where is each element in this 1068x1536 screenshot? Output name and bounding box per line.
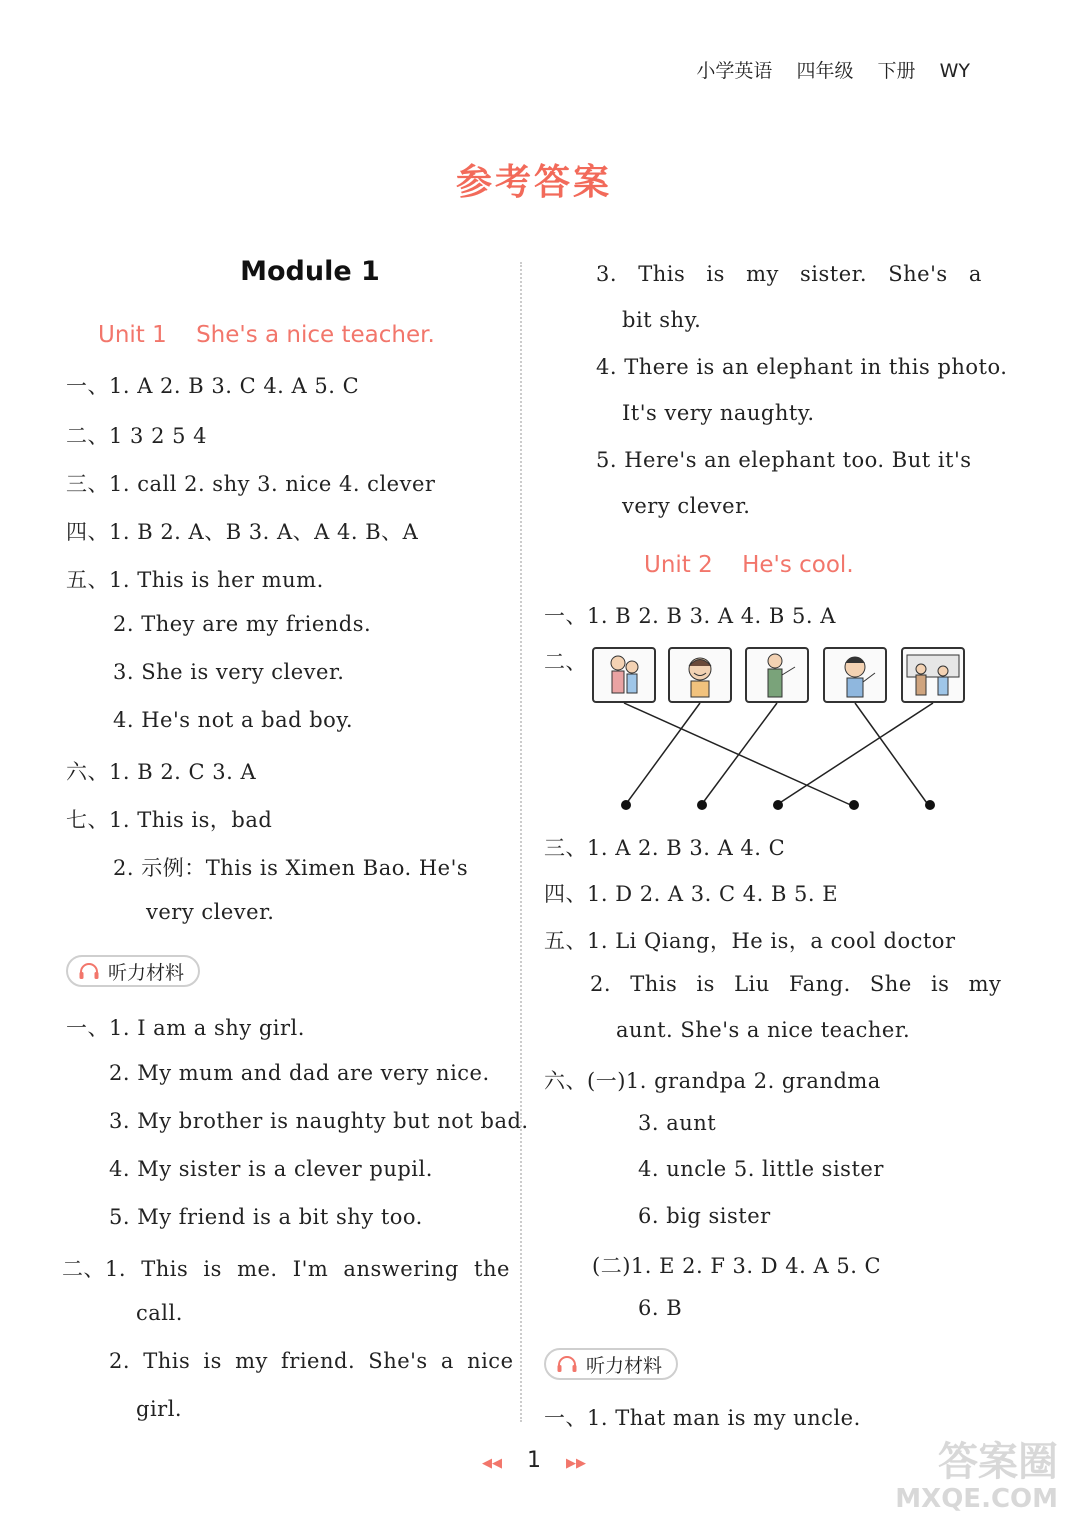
page-title: 参考答案 (455, 162, 612, 203)
answer-line: 2. This is Liu Fang. She is my (590, 972, 1002, 996)
unit1-label: Unit 1 (98, 322, 167, 348)
answer-line: very clever. (146, 900, 275, 924)
answer-line: 二、1 3 2 5 4 (66, 424, 208, 448)
answer-line: 一、1. B 2. B 3. A 4. B 5. A (544, 604, 836, 628)
match-dot (621, 800, 631, 810)
unit2-title: He's cool. (742, 552, 854, 578)
match-dot (925, 800, 935, 810)
answer-line: 五、1. Li Qiang，He is，a cool doctor (544, 929, 956, 953)
header-grade: 四年级 (796, 60, 854, 82)
listening-line: 一、1. That man is my uncle. (544, 1406, 861, 1430)
answer-line: 五、1. This is her mum. (66, 568, 324, 592)
header-subject: 小学英语 (696, 60, 773, 82)
listening-line: 3. This is my sister. She's a (596, 262, 982, 286)
header-volume: 下册 (877, 60, 916, 82)
answer-line: 2. 示例：This is Ximen Bao. He's (113, 856, 469, 880)
listening-line: call. (136, 1301, 183, 1325)
listening-line: 二、1. This is me. I'm answering the (62, 1257, 510, 1281)
page-number: 1 (527, 1448, 541, 1473)
answer-line: 六、(一)1. grandpa 2. grandma (544, 1069, 881, 1093)
next-arrows-icon: ▶▶ (566, 1456, 586, 1471)
listening-line: girl. (136, 1397, 183, 1421)
listening-line: 3. My brother is naughty but not bad. (109, 1109, 529, 1133)
listening-label: 听力材料 (586, 1354, 663, 1377)
answer-line: 4. uncle 5. little sister (638, 1157, 884, 1181)
answer-line: 一、1. A 2. B 3. C 4. A 5. C (66, 374, 360, 398)
listening-line: very clever. (622, 494, 751, 518)
answer-line: 三、1. call 2. shy 3. nice 4. clever (66, 472, 436, 496)
listening-material-badge (544, 1348, 678, 1380)
match-dot (697, 800, 707, 810)
watermark (895, 1440, 1058, 1514)
answer-line: 三、1. A 2. B 3. A 4. C (544, 836, 786, 860)
listening-line: 一、1. I am a shy girl. (66, 1016, 305, 1040)
module-heading: Module 1 (240, 256, 380, 287)
prev-arrows-icon: ◀◀ (482, 1456, 502, 1471)
listening-line: 2. This is my friend. She's a nice (109, 1349, 514, 1373)
answer-line: 3. She is very clever. (113, 660, 345, 684)
answer-line: 六、1. B 2. C 3. A (66, 760, 257, 784)
answer-line: 四、1. B 2. A、B 3. A、A 4. B、A (66, 520, 419, 544)
answer-line: (二)1. E 2. F 3. D 4. A 5. C (592, 1254, 882, 1278)
answer-line: 3. aunt (638, 1111, 717, 1135)
listening-line: 2. My mum and dad are very nice. (109, 1061, 490, 1085)
listening-line: It's very naughty. (622, 401, 815, 425)
answer-line: 四、1. D 2. A 3. C 4. B 5. E (544, 882, 839, 906)
header-edition: WY (939, 60, 970, 82)
listening-line: bit shy. (622, 308, 702, 332)
answer-line: aunt. She's a nice teacher. (616, 1018, 911, 1042)
watermark-url: MXQE.COM (895, 1484, 1058, 1514)
listening-line: 4. My sister is a clever pupil. (109, 1157, 433, 1181)
listening-line: 5. My friend is a bit shy too. (109, 1205, 423, 1229)
unit2-label: Unit 2 (644, 552, 713, 578)
listening-line: 4. There is an elephant in this photo. (596, 355, 1008, 379)
answer-line: 2. They are my friends. (113, 612, 372, 636)
listening-label: 听力材料 (108, 961, 185, 984)
headphone-icon (556, 1355, 578, 1373)
answer-line: 七、1. This is，bad (66, 808, 273, 832)
match-dot (773, 800, 783, 810)
answer-line: 4. He's not a bad boy. (113, 708, 354, 732)
listening-line: 5. Here's an elephant too. But it's (596, 448, 972, 472)
answer-line: 二、 (544, 650, 587, 674)
match-dot (849, 800, 859, 810)
answer-line: 6. big sister (638, 1204, 771, 1228)
unit1-title: She's a nice teacher. (196, 322, 435, 348)
answer-line: 6. B (638, 1296, 683, 1320)
watermark-logo: 答案圈 (938, 1439, 1058, 1485)
